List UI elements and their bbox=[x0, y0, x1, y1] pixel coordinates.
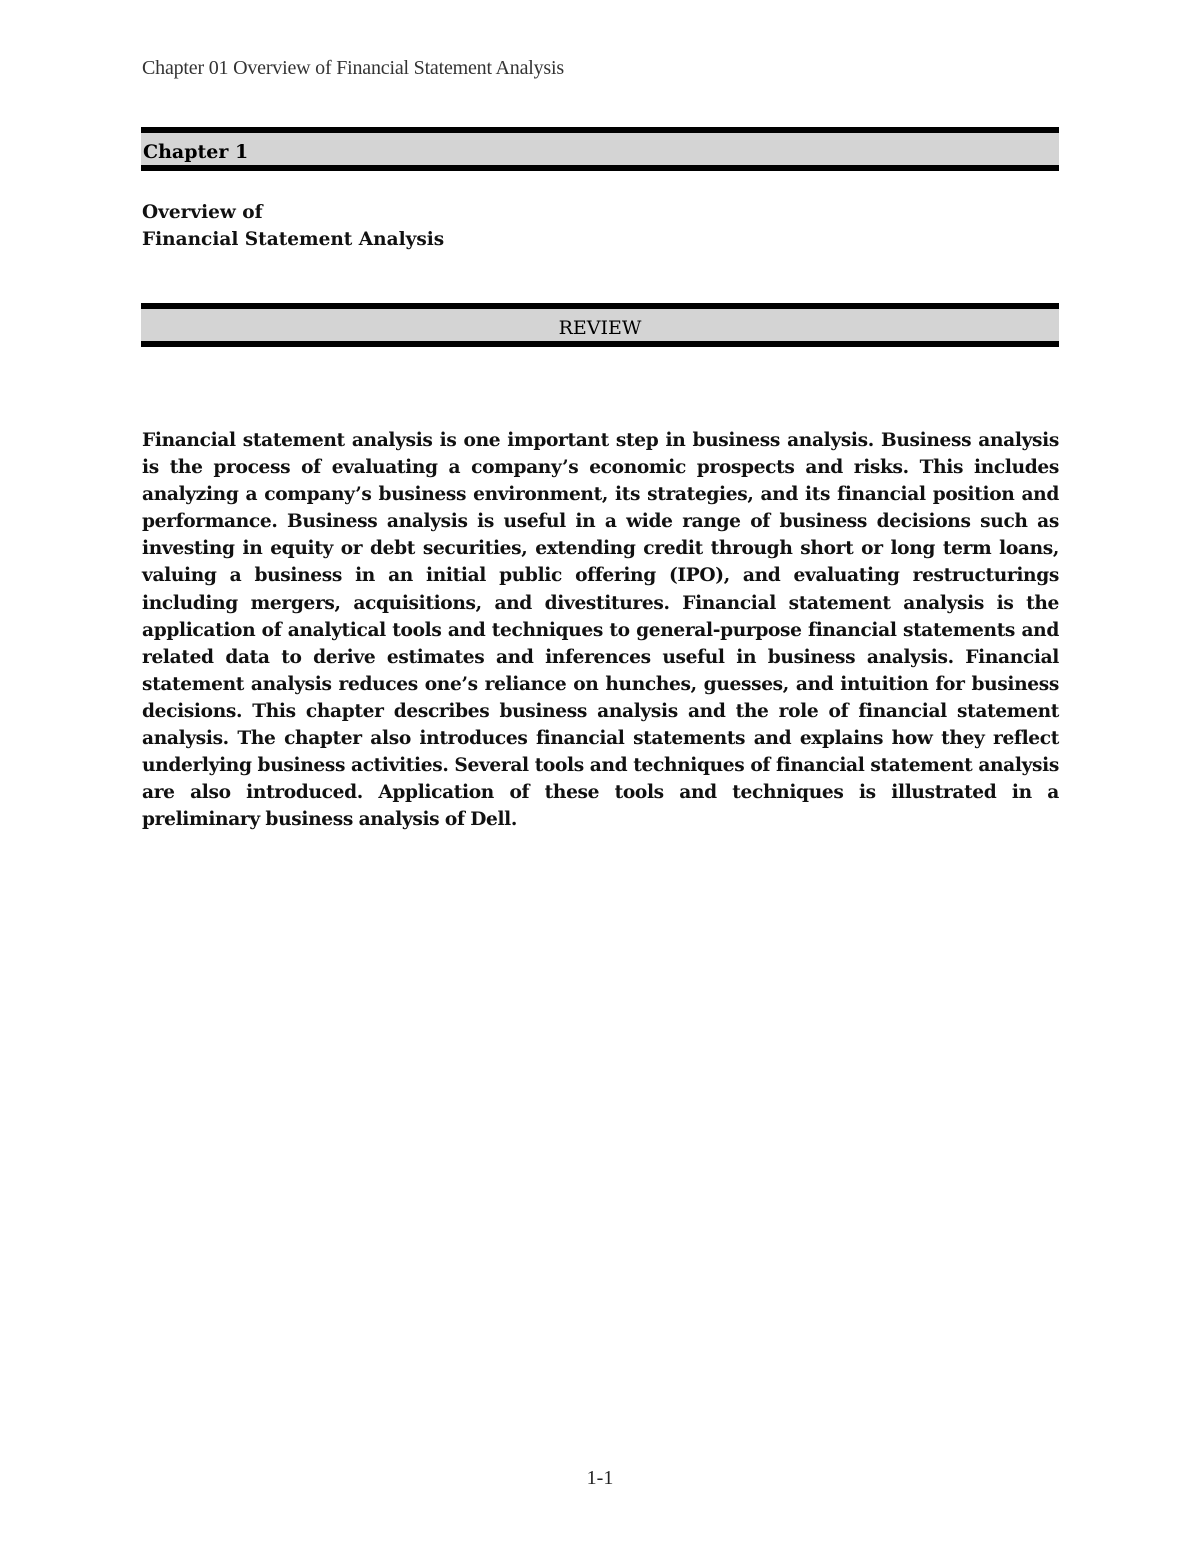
review-band bbox=[141, 303, 1059, 347]
chapter-title-line-2: Financial Statement Analysis bbox=[142, 229, 445, 250]
page-number: 1-1 bbox=[586, 1467, 614, 1489]
chapter-title bbox=[142, 199, 444, 253]
chapter-band bbox=[141, 127, 1059, 171]
chapter-title-line-1: Overview of bbox=[142, 202, 263, 223]
running-header: Chapter 01 Overview of Financial Statement Analysis bbox=[142, 57, 564, 79]
review-heading: REVIEW bbox=[558, 317, 642, 339]
chapter-label: Chapter 1 bbox=[143, 141, 249, 163]
review-paragraph: Financial statement analysis is one important step in business analysis. Business analysis is the process of evaluating a company’s economic prospects and risks. This includes analyzing a company’s business environment, its strategies, and its financial position and performance. Business analysis is useful in a wide range of business decisions such as investing in equity or debt securities, extending credit through short or long term loans, valuing a business in an initial public offering (IPO), and evaluating restructurings including mergers, acquisitions, and divestitures. Financial statement analysis is the application of analytical tools and techniques to general-purpose financial statements and related data to derive estimates and inferences useful in business analysis. Financial statement analysis reduces one’s reliance on hunches, guesses, and intuition for business decisions. This chapter describes business analysis and the role of financial statement analysis. The chapter also introduces financial statements and explains how they reflect underlying business activities. Several tools and techniques of financial statement analysis are also introduced. Application of these tools and techniques is illustrated in a preliminary business analysis of Dell. bbox=[142, 430, 1059, 831]
